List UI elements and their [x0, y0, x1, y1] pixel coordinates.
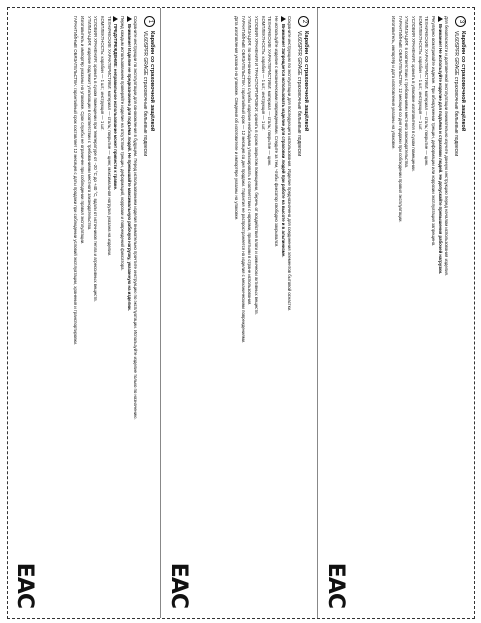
paragraph: Для безопасности и долговечной эксплуатации внимательно изучите данную инструкцию перед началом использования изделия.: [444, 16, 450, 277]
instruction-column-3: [319, 8, 474, 620]
section-title: Карабин со страховочной защёлкой: [303, 31, 309, 132]
paragraph: КОМПЛЕКТНОСТЬ: карабин — 1 шт.; инструкция — 1 шт.: [260, 16, 266, 131]
paragraph: Перед каждым использованием проверяйте изделие на отсутствие трещин, деформаций, коррозии и повреждений фиксатора.: [120, 16, 126, 271]
paragraph: КОМПЛЕКТНОСТЬ: карабин — 1 шт.; инструкция — 1 шт.: [99, 16, 105, 131]
instruction-text: [389, 16, 449, 612]
paragraph: Регулярно осматривайте изделие. При обнаружении трещин, деформации или коррозии эксплуатация запрещена.: [431, 16, 437, 247]
paragraph: ТЕХНИЧЕСКИЕ ХАРАКТЕРИСТИКИ: материал — сталь; покрытие — цинк.: [424, 16, 430, 167]
section-number: 2: [298, 16, 309, 27]
instruction-text: [232, 16, 292, 612]
warning-icon: [281, 16, 286, 22]
paragraph: Изготовитель и импортёр указаны на упаковке. Срок службы не ограничен при соблюдении правил эксплуатации.: [79, 16, 85, 245]
warning-paragraph: Внимание! Изделие не предназначено для подъёма людей. Не превышайте максимальную рабочую нагрузку, указанную на изделии.: [126, 24, 132, 311]
paragraph: ГАРАНТИЙНЫЕ ОБЯЗАТЕЛЬСТВА: гарантийный срок — 12 месяцев со дня продажи. Гарантия не распространяется на изделия с механическими повреждениями.: [240, 16, 246, 344]
model-line: VL60SPFR GRAGE страховочные бельевые подвески: [142, 31, 149, 157]
paragraph: КОМПЛЕКТНОСТЬ: карабин — 1 шт.; инструкция — 1 шт.: [417, 16, 423, 131]
paragraph: Дата изготовления указана на упаковке. Сведения об изготовителе и импортёре указаны на упаковке.: [233, 16, 239, 221]
section-title: Карабин со страховочной защёлкой: [149, 31, 155, 132]
section-number: 3: [455, 16, 466, 27]
warning-icon: [438, 16, 443, 22]
warning-paragraph: Внимание! Не используйте изделие для подъёма и страховки людей. Не допускайте превышения рабочей нагрузки.: [437, 24, 443, 275]
paragraph: УСЛОВИЯ ХРАНЕНИЯ: хранить в упаковке изготовителя в сухом помещении.: [410, 16, 416, 172]
eac-mark: ЕАС: [166, 562, 191, 608]
paragraph: УСЛОВИЯ ХРАНЕНИЯ: хранить в сухом помещении при температуре от −20 °C до +40 °C, вдали от источников тепла и агрессивных веществ.: [93, 16, 99, 302]
paragraph: Сохраните инструкции по эксплуатации для ознакомления в будущем. Перед использованием изделия внимательно прочтите инструкцию по эксплуатации. Используйте изделие только по назначению.: [133, 16, 139, 420]
paragraph: УТИЛИЗАЦИЯ: в соответствии с требованиями местного законодательства.: [404, 16, 410, 169]
eac-mark: ЕАС: [323, 562, 348, 608]
instruction-column-2: [162, 8, 317, 620]
section-title: Карабин со страховочной защёлкой: [460, 31, 466, 132]
paragraph: Не используйте изделие с механическими повреждениями. Следите за тем, чтобы фиксатор свободно закрывался.: [274, 16, 280, 248]
paragraph: ГАРАНТИЙНЫЕ ОБЯЗАТЕЛЬСТВА: гарантийный срок составляет 12 месяцев с даты продажи при соблюдении условий эксплуатации, хранения и транспортировки.: [73, 16, 79, 346]
instruction-column-1: [8, 8, 163, 620]
paragraph: ТЕХНИЧЕСКИЕ ХАРАКТЕРИСТИКИ: материал — сталь; покрытие — цинк.: [267, 16, 273, 167]
paragraph: Изготовитель, импортёр и дата изготовления указаны на упаковке.: [390, 16, 396, 150]
eac-mark: ЕАС: [12, 562, 37, 608]
paragraph: УСЛОВИЯ ХРАНЕНИЯ И ТРАНСПОРТИРОВКИ: хранить в сухом закрытом помещении, беречь от воздействия влаги и химически активных веществ.: [253, 16, 259, 315]
paragraph: ТЕХНИЧЕСКИЕ ХАРАКТЕРИСТИКИ: материал — сталь; покрытие — цинк; максимальная нагрузка указана на изделии.: [106, 16, 112, 257]
warning-icon: [127, 16, 132, 22]
paragraph: ГАРАНТИЙНЫЕ ОБЯЗАТЕЛЬСТВА: 12 месяцев со дня продажи при соблюдении правил эксплуатации.: [397, 16, 403, 223]
instruction-text: [71, 16, 138, 612]
instruction-sheet: [7, 7, 475, 619]
model-line: VL60SPFR GRAGE страховочные бельевые подвески: [296, 31, 303, 157]
cut-line-2: [317, 8, 318, 618]
paragraph: УТИЛИЗАЦИЯ: по окончании срока службы изделие необходимо утилизировать в соответствии с нормами, принятыми в стране использования.: [247, 16, 253, 306]
paragraph: УТИЛИЗАЦИЯ: изделие подлежит утилизации в соответствии с требованиями местного законодательства.: [86, 16, 92, 231]
section-number: 1: [144, 16, 155, 27]
model-line: VL60SPFR GRAGE страховочные бельевые подвески: [453, 31, 460, 157]
warning-paragraph: ПРЕДУПРЕЖДЕНИЕ: неправильное использование может привести к травме.: [113, 24, 119, 191]
paragraph: Сохраните инструкцию по эксплуатации для последующего использования. Изделие предназначено для соединения элементов бытовой оснастки.: [287, 16, 293, 312]
warning-paragraph: Внимание! Запрещается использовать изделие для страховки людей при работе на высоте и в альпинизме.: [280, 24, 286, 258]
warning-icon: [113, 16, 118, 22]
